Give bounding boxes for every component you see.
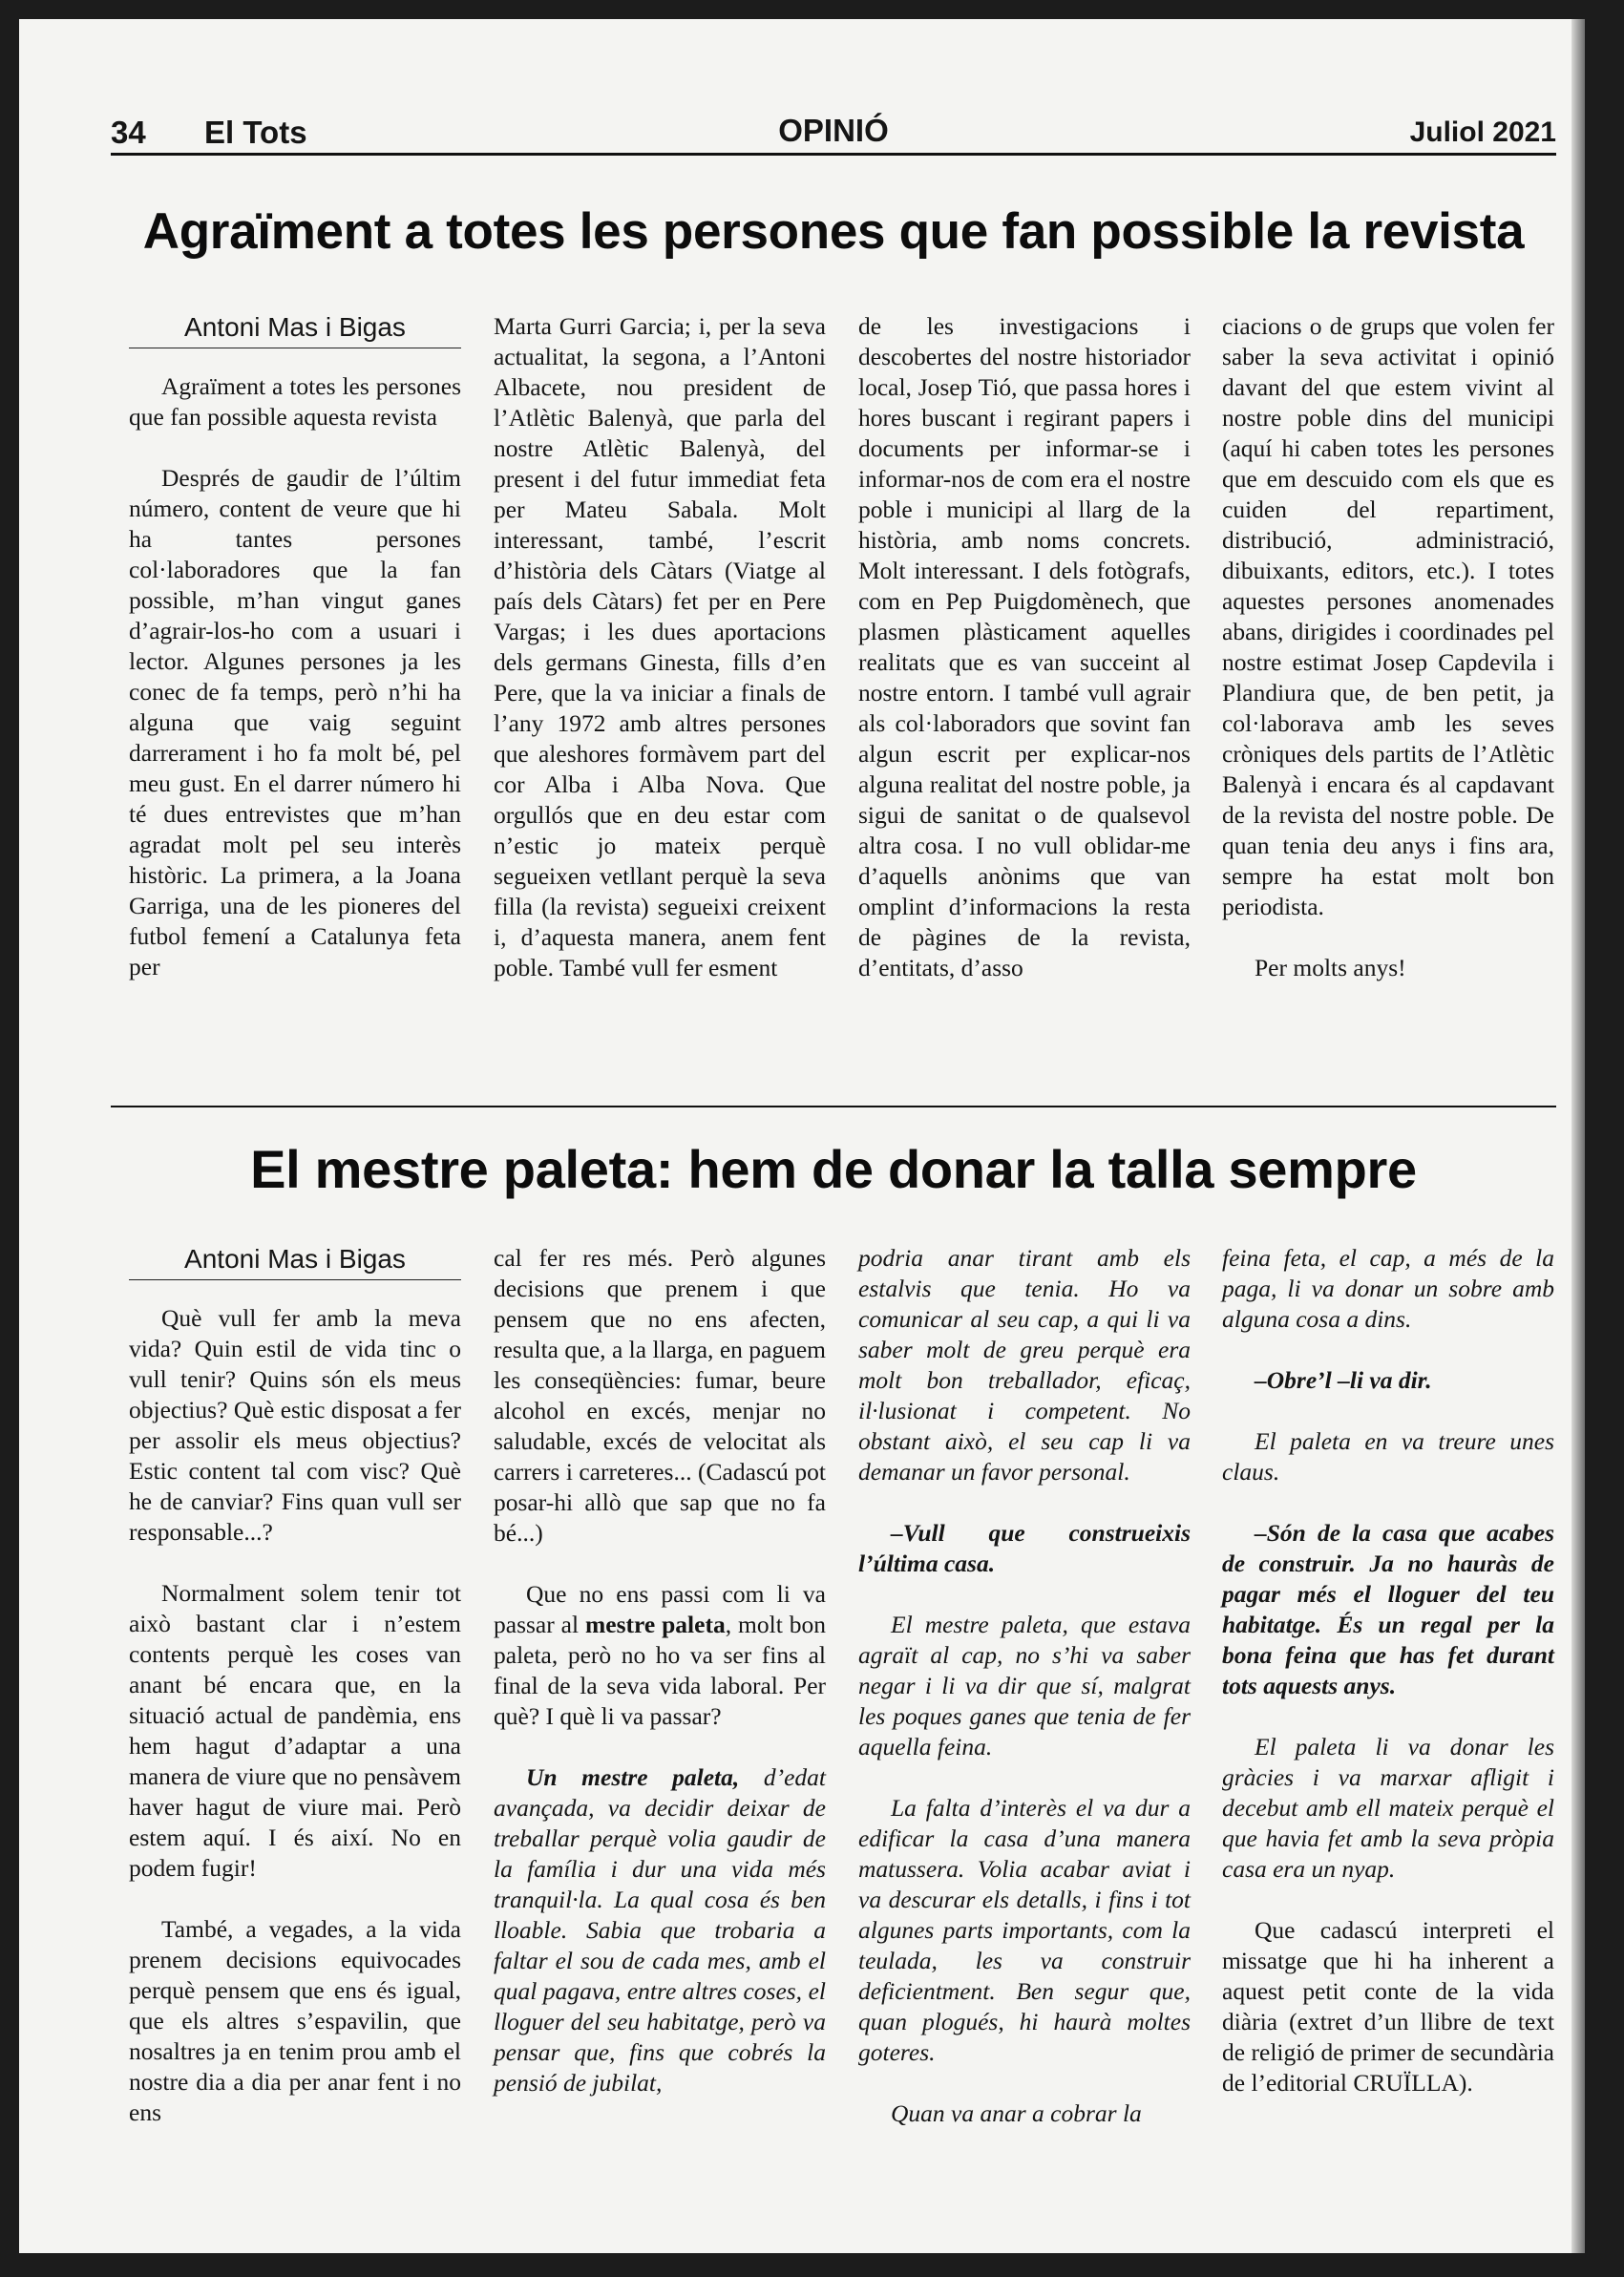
header-rule — [111, 153, 1556, 156]
article2-paragraph-3-part-2: cal fer res més. Però algunes decisions que prenem i que pensem que no ens afecten, resulta que, a la llarga, en paguem les conseqüències: fumar, beure alcohol en excés, menjar no saludable, excés de velocitat als carrers i carreteres... (Cadascú pot posar-hi allò que sap que no fa bé...) — [494, 1244, 826, 1547]
article1-column-3 — [858, 311, 1191, 983]
article2-paragraph-4: Que no ens passi com li va passar al mestre paleta, molt bon paleta, però no ho va ser fins al final de la seva vida laboral. Per què? I què li va passar? — [494, 1580, 826, 1730]
article1-closing: Per molts anys! — [1255, 954, 1406, 981]
article2-column-1 — [129, 1243, 461, 2128]
article2-paragraph-12: –Són de la casa que acabes de construir. Ja no hauràs de pagar més el lloguer del teu habitatge. És un regal per la bona feina que has fet durant tots aquests anys. — [1222, 1519, 1554, 1699]
article-divider — [111, 1106, 1556, 1107]
article2-byline: Antoni Mas i Bigas — [129, 1243, 461, 1280]
article1-byline: Antoni Mas i Bigas — [129, 311, 461, 348]
article2-paragraph-10: –Obre’l –li va dir. — [1255, 1366, 1432, 1394]
page-gutter-shadow — [1571, 19, 1585, 2253]
article2-column-2 — [494, 1243, 826, 2098]
article2-paragraph-3-part-1: També, a vegades, a la vida prenem decisions equivocades perquè pensem que ens és igual, que els altres s’espavilin, que nosaltres ja en tenim prou amb el nostre dia a dia per anar fent i no ens — [129, 1915, 461, 2126]
article2-paragraph-1: Què vull fer amb la meva vida? Quin estil de vida tinc o vull tenir? Quins són els meus objectius? Què estic disposat a fer per assolir els meus objectius? Estic content tal com visc? Què he de canviar? Fins quan vull ser responsable...? — [129, 1304, 461, 1546]
article2-paragraph-13: El paleta li va donar les gràcies i va marxar afligit i decebut amb ell mateix perquè el que havia fet amb la seva pròpia casa era un nyap. — [1222, 1733, 1554, 1883]
running-header — [111, 94, 1556, 151]
article1-body-part-4: ciacions o de grups que volen fer saber la seva activitat i opinió davant del que estem vivint al nostre poble dins del municipi (aquí hi caben totes les persones que em descuido com els que es cuiden del repartiment, distribució, administració, dibuixants, editors, etc.). I totes aquestes persones anomenades abans, dirigides i coordinades pel nostre estimat Josep Capdevila i Plandiura que, de ben petit, ja col·laborava amb les seves cròniques dels partits de l’Atlètic Balenyà i encara és al capdavant de la revista del nostre poble. De quan tenia deu anys i fins ara, sempre ha estat molt bon periodista. — [1222, 312, 1554, 920]
article2-paragraph-9-part-1: Quan va anar a cobrar la — [891, 2099, 1142, 2127]
article2-paragraph-8: La falta d’interès el va dur a edificar la casa d’una manera matussera. Volia acabar aviat i va descurar els detalls, i fins i tot algunes parts importants, com la teulada, les va construir deficientment. Ben segur que, quan plogués, hi haurà moltes goteres. — [858, 1794, 1191, 2066]
article2-paragraph-5-part-2: podria anar tirant amb els estalvis que tenia. Ho va comunicar al seu cap, a qui li va saber molt de greu perquè era molt bon treballador, eficaç, il·lusionat i competent. No obstant això, el seu cap li va demanar un favor personal. — [858, 1244, 1191, 1486]
article2-title: El mestre paleta: hem de donar la talla sempre — [250, 1139, 1417, 1199]
article1-body-part-3: de les investigacions i descobertes del nostre historiador local, Josep Tió, que passa hores i hores buscant i regirant papers i documents per informar-se i informar-nos de com era el nostre poble i municipi al llarg de la història, amb noms concrets. Molt interessant. I dels fotògrafs, com en Pep Puigdomènech, que plasmen plàsticament aquelles realitats que es van succeint al nostre entorn. I també vull agrair als col·laboradors que sovint fan algun escrit per explicar-nos alguna realitat del nostre poble, ja sigui de sanitat o de qualsevol altra cosa. I no vull oblidar-me d’aquells anònims que van omplint d’informacions la resta de pàgines de la revista, d’entitats, d’asso — [858, 312, 1191, 981]
magazine-name: El Tots — [204, 115, 307, 150]
article2-column-4 — [1222, 1243, 1554, 2098]
section-name: OPINIÓ — [778, 113, 889, 148]
article1-column-4 — [1222, 311, 1554, 983]
article1-lead: Agraïment a totes les persones que fan possible aquesta revista — [129, 372, 461, 431]
article2-paragraph-6: –Vull que construeixis l’última casa. — [858, 1519, 1191, 1577]
article2-column-3 — [858, 1243, 1191, 2129]
article1-title: Agraïment a totes les persones que fan possible la revista — [142, 203, 1525, 260]
magazine-page — [19, 19, 1585, 2253]
article2-paragraph-7: El mestre paleta, que estava agraït al cap, no s’hi va saber negar i li va dir que sí, malgrat les poques ganes que tenia de fer aquella feina. — [858, 1611, 1191, 1760]
article1-body-part-1: Després de gaudir de l’últim número, content de veure que hi ha tantes persones col·laboradores que la fan possible, m’han vingut ganes d’agrair-los-ho com a usuari i lector. Algunes persones ja les conec de fa temps, però n’hi ha alguna que vaig seguint darrerament i ho fa molt bé, pel meu gust. En el darrer número hi té dues entrevistes que m’han agradat molt pel seu interès històric. La primera, a la Joana Garriga, una de les pioneres del futbol femení a Catalunya feta per — [129, 464, 461, 980]
article2-paragraph-2: Normalment solem tenir tot això bastant clar i n’estem contents perquè les coses van anant bé encara que, en la situació actual de pandèmia, ens hem hagut d’adaptar a una manera de viure que no pensàvem haver hagut de viure mai. Però estem aquí. I és així. No en podem fugir! — [129, 1579, 461, 1882]
page-number: 34 — [111, 115, 146, 150]
article1-column-1 — [129, 311, 461, 982]
article2-paragraph-9-part-2: feina feta, el cap, a més de la paga, li va donar un sobre amb alguna cosa a dins. — [1222, 1244, 1554, 1333]
article2-paragraph-5-part-1: Un mestre paleta, d’edat avançada, va decidir deixar de treballar perquè volia gaudir de la família i dur una vida més tranquil·la. La qual cosa és ben lloable. Sabia que trobaria a faltar el sou de cada mes, amb el qual pagava, entre altres coses, el lloguer del seu habitatge, però va pensar que, fins que cobrés la pensió de jubilat, — [494, 1763, 826, 2097]
issue-date: Juliol 2021 — [1409, 116, 1556, 148]
article2-paragraph-11: El paleta en va treure unes claus. — [1222, 1427, 1554, 1486]
article2-paragraph-14: Que cadascú interpreti el missatge que hi ha inherent a aquest petit conte de la vida diària (extret d’un llibre de text de religió de primer de secundària de l’editorial CRUÏLLA). — [1222, 1916, 1554, 2097]
article1-column-2 — [494, 311, 826, 983]
article1-body-part-2: Marta Gurri Garcia; i, per la seva actualitat, la segona, a l’Antoni Albacete, nou president de l’Atlètic Balenyà, que parla del nostre Atlètic Balenyà, del present i del futur immediat feta per Mateu Sabala. Molt interessant, també, l’escrit d’història dels Càtars (Viatge al país dels Càtars) fet per en Pere Vargas; i les dues aportacions dels germans Ginesta, fills d’en Pere, que la va iniciar a finals de l’any 1972 amb altres persones que aleshores formàvem part del cor Alba i Alba Nova. Que orgullós que en deu estar com n’estic jo mateix perquè segueixen vetllant perquè la seva filla (la revista) segueixi creixent i, d’aquesta manera, anem fent poble. També vull fer esment — [494, 312, 826, 981]
